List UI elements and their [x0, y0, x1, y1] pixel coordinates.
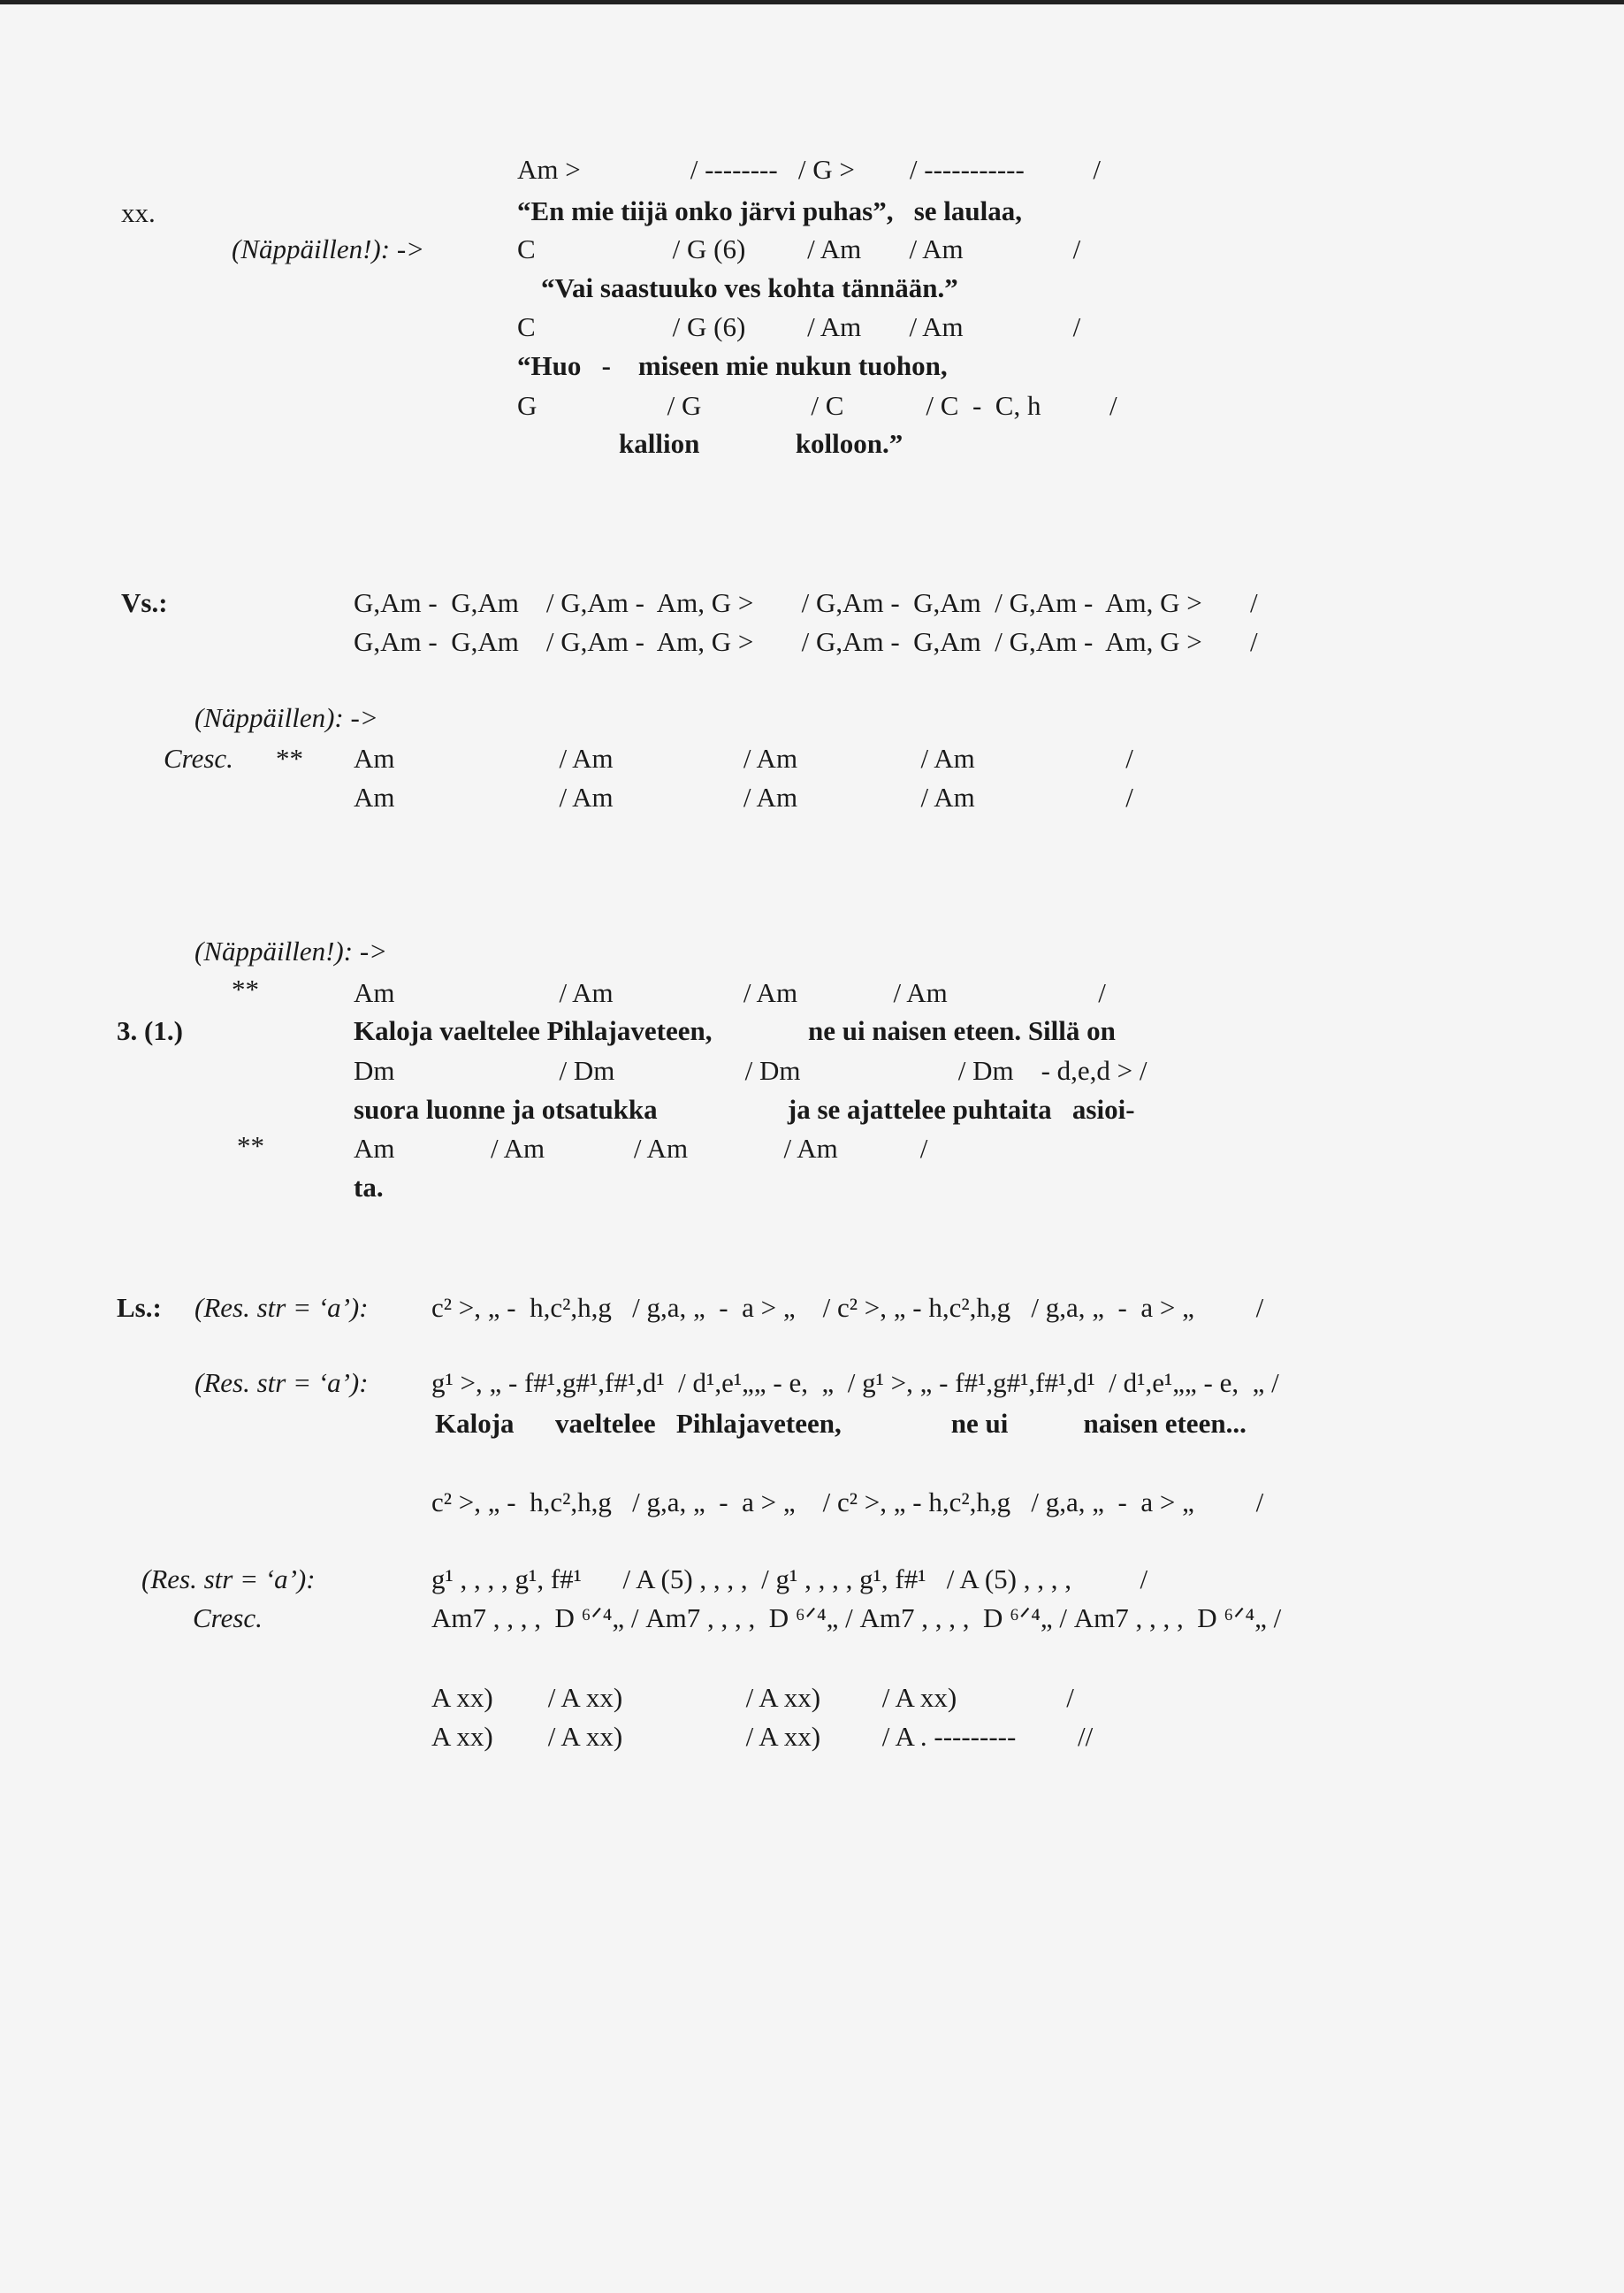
xx-lyric-3: “Huo - miseen mie nukun tuohon, [517, 350, 948, 381]
ls-row-2: g¹ >, „ - f#¹,g#¹,f#¹,d¹ / d¹,e¹„„ - e, „ / g¹ >, „ - f#¹,g#¹,f#¹,d¹ / d¹,e¹„„ - e, „ / [431, 1367, 1279, 1398]
xx-chords-1: Am > / -------- / G > / ----------- / [517, 154, 1101, 185]
ls-cresc-label: Cresc. [193, 1602, 263, 1633]
vs-marker: Vs.: [121, 587, 168, 618]
verse3-chords-2: Dm / Dm / Dm / Dm - d,e,d > / [354, 1055, 1147, 1086]
verse3-chords-3: Am / Am / Am / Am / [354, 1133, 928, 1164]
ls-row-4: g¹ , , , , g¹, f#¹ / A (5) , , , , / g¹ , , , , g¹, f#¹ / A (5) , , , , / [431, 1563, 1148, 1594]
xx-lyric-4: kallion kolloon.” [619, 428, 903, 459]
cresc-chords-row-2: Am / Am / Am / Am / [354, 782, 1133, 813]
ls-res-label-3: (Res. str = ‘a’): [141, 1563, 316, 1594]
ls-row-1: c² >, „ - h,c²,h,g / g,a, „ - a > „ / c² >, „ - h,c²,h,g / g,a, „ - a > „ / [431, 1292, 1264, 1323]
cresc-chords-row-1: Am / Am / Am / Am / [354, 743, 1133, 774]
verse3-lyric-2: suora luonne ja otsatukka ja se ajattelee puhtaita asioi- [354, 1094, 1135, 1125]
verse3-stars-1: ** [232, 974, 259, 1005]
ls-res-label-2: (Res. str = ‘a’): [194, 1367, 369, 1398]
xx-chords-3: C / G (6) / Am / Am / [517, 311, 1081, 342]
cresc-label: Cresc. [164, 743, 233, 774]
ls-lyric-2: Kaloja vaeltelee Pihlajaveteen, ne ui naisen eteen... [435, 1408, 1247, 1439]
ls-marker: Ls.: [117, 1292, 162, 1323]
ls-row-6: A xx) / A xx) / A xx) / A xx) / [431, 1682, 1074, 1713]
xx-nappaillen-label: (Näppäillen!): -> [232, 233, 425, 264]
ls-row-5: Am7 , , , , D ⁶ᐟ⁴„ / Am7 , , , , D ⁶ᐟ⁴„ / Am7 , , , , D ⁶ᐟ⁴„ / Am7 , , , , D ⁶ᐟ⁴„ / [431, 1602, 1282, 1633]
page-edge [0, 0, 1624, 4]
cresc-nappaillen-label: (Näppäillen): -> [194, 702, 378, 733]
verse3-lyric-1: Kaloja vaeltelee Pihlajaveteen, ne ui naisen eteen. Sillä on [354, 1015, 1116, 1046]
xx-marker: xx. [121, 197, 156, 228]
ls-row-3: c² >, „ - h,c²,h,g / g,a, „ - a > „ / c² >, „ - h,c²,h,g / g,a, „ - a > „ / [431, 1487, 1264, 1517]
ls-res-label-1: (Res. str = ‘a’): [194, 1292, 369, 1323]
cresc-stars: ** [276, 743, 303, 774]
verse3-lyric-3: ta. [354, 1172, 384, 1203]
verse3-chords-1: Am / Am / Am / Am / [354, 977, 1106, 1008]
verse3-marker: 3. (1.) [117, 1015, 183, 1046]
verse3-nappaillen-label: (Näppäillen!): -> [194, 936, 388, 967]
xx-chords-4: G / G / C / C - C, h / [517, 390, 1117, 421]
xx-lyric-2: “Vai saastuuko ves kohta tännään.” [541, 272, 958, 303]
xx-chords-2: C / G (6) / Am / Am / [517, 233, 1081, 264]
vs-chords-row-1: G,Am - G,Am / G,Am - Am, G > / G,Am - G,Am / G,Am - Am, G > / [354, 587, 1258, 618]
xx-lyric-1: “En mie tiijä onko järvi puhas”, se laulaa, [517, 195, 1022, 226]
vs-chords-row-2: G,Am - G,Am / G,Am - Am, G > / G,Am - G,Am / G,Am - Am, G > / [354, 626, 1258, 657]
verse3-stars-2: ** [237, 1130, 264, 1161]
ls-row-7: A xx) / A xx) / A xx) / A . --------- // [431, 1721, 1094, 1752]
